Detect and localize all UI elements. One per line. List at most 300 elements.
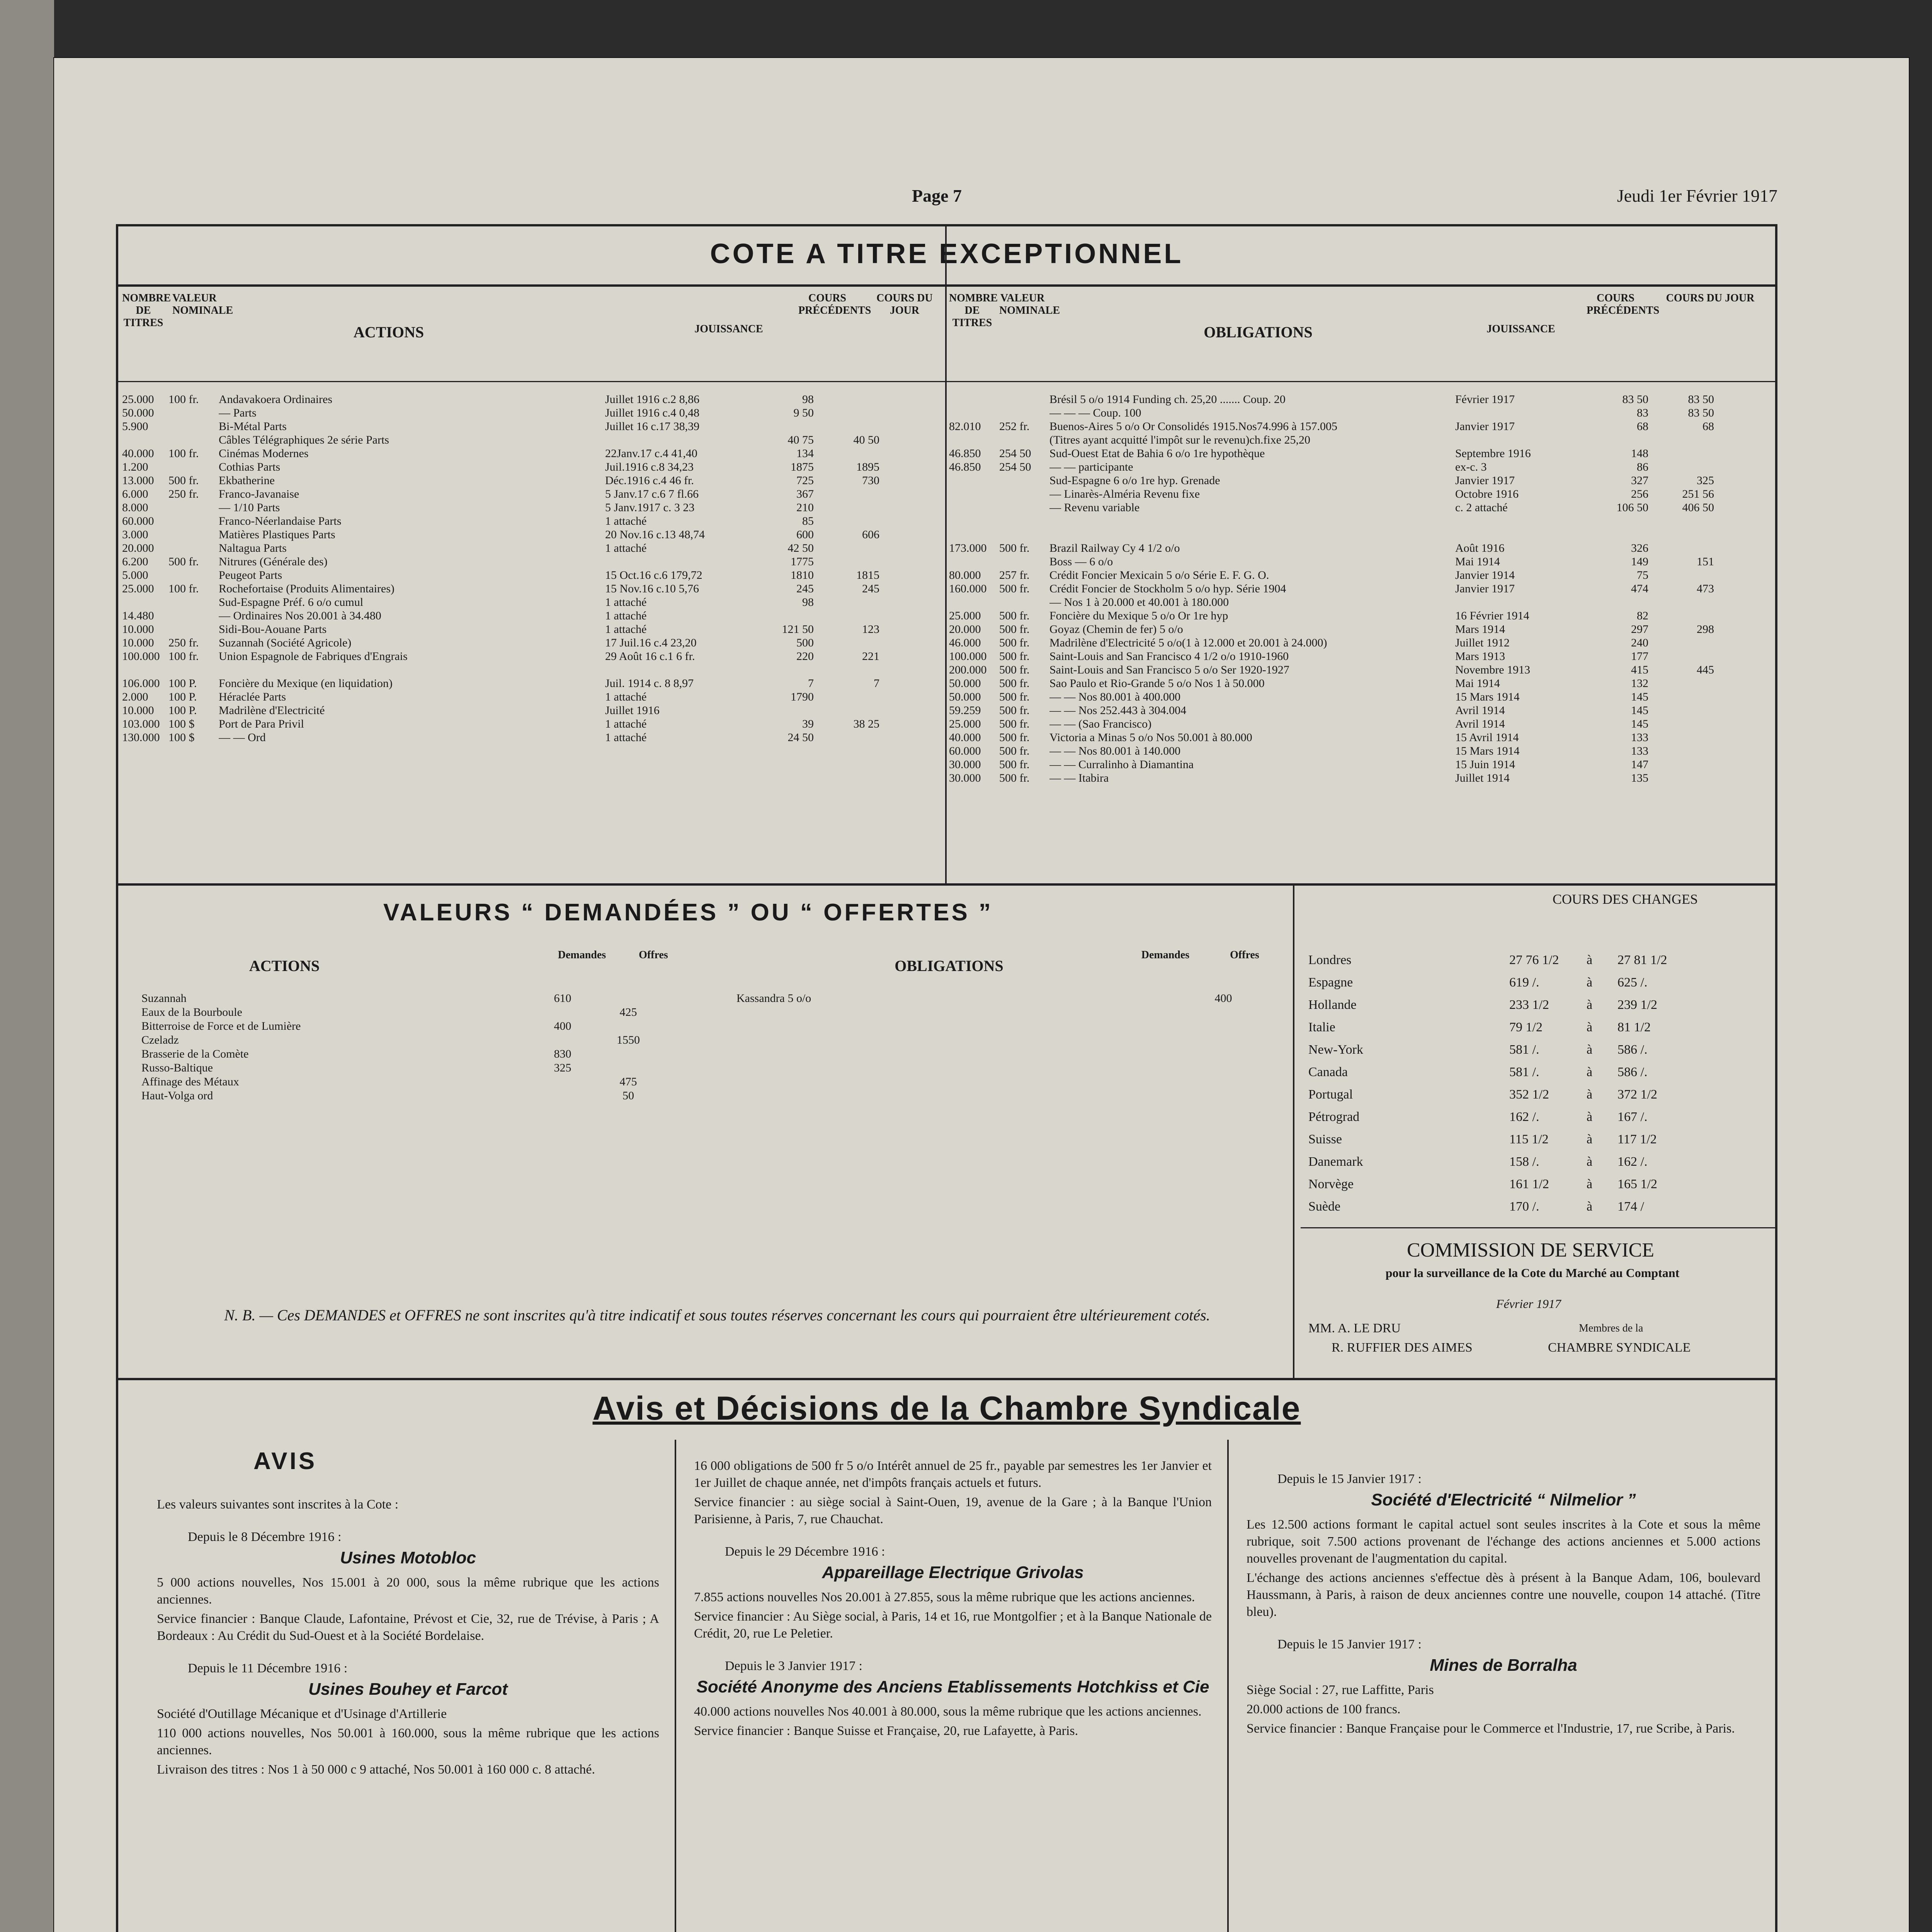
table-cell: 325	[1697, 474, 1714, 487]
table-cell	[1587, 514, 1648, 528]
table-cell: 68	[1702, 420, 1714, 433]
avis-title: Avis et Décisions de la Chambre Syndicale	[592, 1390, 1301, 1427]
rate-low: 79 1/2	[1509, 1020, 1543, 1034]
table-cell: 1 attaché	[605, 596, 647, 609]
currency: Londres	[1308, 953, 1352, 967]
change-row	[1308, 1173, 1695, 1196]
table-cell: 100.000	[122, 650, 160, 663]
table-cell: 10.000	[122, 704, 154, 717]
table-cell: 254 50	[999, 461, 1031, 473]
rate-sep: à	[1587, 953, 1593, 967]
table-cell: 8.000	[122, 501, 148, 514]
table-cell: Buenos-Aires 5 o/o Or Consolidés 1915.Nos74.996 à 157.005	[1049, 420, 1337, 433]
head-nombre: NOMBRE DE TITRES	[122, 292, 171, 329]
table-cell	[814, 501, 879, 514]
list-item	[141, 1019, 682, 1033]
avis-paragraph: Société Anonyme des Anciens Etablissements Hotchkiss et Cie	[696, 1677, 1209, 1696]
table-cell: 20 Nov.16 c.13 48,74	[605, 528, 705, 541]
table-cell: 725	[796, 474, 814, 487]
table-cell	[814, 420, 879, 433]
table-cell	[999, 406, 1049, 420]
table-cell: 20.000	[122, 542, 154, 554]
table-cell: 173.000	[949, 542, 987, 554]
actions-table	[122, 393, 941, 744]
table-row	[122, 433, 941, 447]
table-cell: Janvier 1917	[1455, 474, 1515, 487]
table-cell: 500 fr.	[999, 772, 1030, 784]
rate-low: 158 /.	[1509, 1155, 1539, 1169]
rate-high: 27 81 1/2	[1617, 953, 1667, 967]
rate-sep: à	[1587, 1087, 1593, 1102]
center-divider	[945, 226, 947, 883]
table-cell: 38 25	[853, 718, 879, 730]
table-row	[949, 541, 1772, 555]
table-cell: Mai 1914	[1455, 555, 1500, 568]
rule	[118, 284, 1775, 287]
table-cell: Foncière du Mexique (en liquidation)	[219, 677, 393, 690]
table-cell: 46.850	[949, 461, 981, 473]
table-cell	[168, 433, 219, 447]
table-cell: Cothias Parts	[219, 461, 281, 473]
table-cell	[605, 555, 748, 568]
table-cell	[999, 514, 1049, 528]
table-cell: c. 2 attaché	[1455, 501, 1508, 514]
rate-high: 167 /.	[1617, 1110, 1648, 1124]
table-cell: 5.900	[122, 420, 148, 433]
table-cell: 15 Mars 1914	[1455, 690, 1520, 703]
table-cell: 30.000	[949, 758, 981, 771]
table-cell	[1587, 528, 1648, 541]
table-cell: 1 attaché	[605, 515, 647, 527]
change-row	[1308, 1016, 1695, 1039]
rule	[118, 883, 1775, 886]
table-cell: 103.000	[122, 718, 160, 730]
table-cell	[814, 663, 879, 677]
table-cell	[999, 595, 1049, 609]
table-cell: 42 50	[787, 542, 814, 554]
avis-paragraph: Depuis le 29 Décembre 1916 :	[725, 1544, 885, 1559]
table-cell: 39	[802, 718, 814, 730]
page-frame	[116, 224, 1777, 1932]
table-cell: 240	[1631, 636, 1648, 649]
table-cell: 145	[1631, 704, 1648, 717]
table-cell: 83 50	[1688, 406, 1714, 419]
table-cell: 46.000	[949, 636, 981, 649]
table-cell: Cinémas Modernes	[219, 447, 309, 460]
rate-high: 239 1/2	[1617, 998, 1657, 1012]
table-cell	[1648, 690, 1714, 704]
table-cell: 15 Nov.16 c.10 5,76	[605, 582, 699, 595]
table-row	[122, 609, 941, 622]
table-cell	[1648, 528, 1714, 541]
currency: Pétrograd	[1308, 1110, 1360, 1124]
avis-paragraph: Service financier : au siège social à Saint-Ouen, 19, avenue de la Gare ; à la Banque l'Union Parisienne, à Paris, 7, rue Chauchat.	[694, 1495, 1212, 1526]
table-cell: 145	[1631, 690, 1648, 703]
table-row	[949, 744, 1772, 758]
table-cell	[168, 460, 219, 474]
page-number: Page 7	[912, 186, 962, 206]
table-cell: 75	[1637, 569, 1648, 582]
table-cell: 6.200	[122, 555, 148, 568]
rule	[1301, 1227, 1775, 1228]
table-row	[949, 677, 1772, 690]
table-cell	[1455, 514, 1587, 528]
table-cell: 473	[1697, 582, 1714, 595]
table-cell	[168, 568, 219, 582]
table-cell: Franco-Javanaise	[219, 488, 299, 500]
table-cell: 500 fr.	[999, 704, 1030, 717]
table-cell	[814, 555, 879, 568]
table-cell	[949, 433, 999, 447]
table-cell: 200.000	[949, 663, 987, 676]
table-cell: 25.000	[949, 718, 981, 730]
rate-sep: à	[1587, 998, 1593, 1012]
page-header	[116, 185, 1777, 209]
offres-head-obl: Offres	[1230, 949, 1259, 961]
table-cell: 82.010	[949, 420, 981, 433]
valeurs-obligations-list	[736, 992, 1277, 1005]
head-nombre-obl: NOMBRE DE TITRES	[949, 292, 998, 329]
table-cell: (Titres ayant acquitté l'impôt sur le revenu)ch.fixe 25,20	[1049, 434, 1310, 446]
demande-value: 400	[554, 1020, 571, 1032]
table-cell	[168, 541, 219, 555]
head-cours-prec: COURS PRÉCÉDENTS	[798, 292, 871, 316]
table-row	[122, 447, 941, 460]
table-cell: 134	[796, 447, 814, 460]
table-row	[949, 771, 1772, 785]
table-cell: Janvier 1917	[1455, 582, 1515, 595]
table-cell: 50.000	[949, 677, 981, 690]
valeurs-note: N. B. — Ces DEMANDES et OFFRES ne sont inscrites qu'à titre indicatif et sous toutes réserves concernant les cours qui pourraient être ultérieurement cotés.	[224, 1306, 1210, 1324]
table-cell: 40 50	[853, 434, 879, 446]
table-cell: 500 fr.	[999, 636, 1030, 649]
table-cell	[1648, 595, 1714, 609]
table-cell	[168, 609, 219, 622]
change-row	[1308, 1061, 1695, 1083]
avis-paragraph: Société d'Outillage Mécanique et d'Usinage d'Artillerie	[157, 1707, 447, 1721]
table-cell: 606	[862, 528, 879, 541]
table-cell	[999, 487, 1049, 501]
table-row	[122, 704, 941, 717]
demande-value: 325	[554, 1061, 571, 1074]
table-cell	[814, 636, 879, 650]
offre-value: 425	[619, 1006, 637, 1019]
table-cell: 132	[1631, 677, 1648, 690]
rate-low: 170 /.	[1509, 1199, 1539, 1214]
table-row	[122, 677, 941, 690]
table-cell: 85	[802, 515, 814, 527]
chambre-2: CHAMBRE SYNDICALE	[1548, 1340, 1691, 1355]
table-cell: 220	[796, 650, 814, 663]
table-cell: 40 75	[787, 434, 814, 446]
table-cell: Saint-Louis and San Francisco 5 o/o Ser 1920-1927	[1049, 663, 1289, 676]
table-cell: Goyaz (Chemin de fer) 5 o/o	[1049, 623, 1183, 636]
currency: Danemark	[1308, 1155, 1363, 1169]
offre-value	[597, 1047, 659, 1061]
table-cell: 406 50	[1682, 501, 1714, 514]
table-cell	[1648, 433, 1714, 447]
table-cell: — Nos 1 à 20.000 et 40.001 à 180.000	[1049, 596, 1229, 609]
table-cell: 82	[1637, 609, 1648, 622]
table-cell	[814, 704, 879, 717]
rate-high: 586 /.	[1617, 1043, 1648, 1057]
table-cell: — — Nos 80.001 à 400.000	[1049, 690, 1181, 703]
avis-column-2	[694, 1455, 1212, 1742]
table-cell: Juillet 1912	[1455, 636, 1510, 649]
table-cell: 256	[1631, 488, 1648, 500]
table-cell	[1455, 406, 1587, 420]
divider	[1227, 1440, 1229, 1932]
head-cours-prec-obl: COURS PRÉCÉDENTS	[1587, 292, 1660, 316]
table-cell	[122, 595, 168, 609]
table-row	[122, 582, 941, 595]
demande-value	[528, 1089, 597, 1103]
table-cell: Novembre 1913	[1455, 663, 1531, 676]
avis-paragraph: 20.000 actions de 100 francs.	[1247, 1702, 1401, 1716]
table-cell	[949, 474, 999, 487]
rate-high: 117 1/2	[1617, 1132, 1657, 1146]
demande-value	[1123, 992, 1192, 1005]
rate-low: 115 1/2	[1509, 1132, 1549, 1146]
table-cell	[999, 555, 1049, 568]
avis-paragraph: Société d'Electricité “ Nilmelior ”	[1371, 1490, 1636, 1509]
head-jouissance-obl: JOUISSANCE	[1486, 323, 1555, 335]
table-row	[122, 663, 941, 677]
table-cell: 367	[796, 488, 814, 500]
table-cell: Foncière du Mexique 5 o/o Or 1re hyp	[1049, 609, 1228, 622]
table-cell	[1648, 650, 1714, 663]
table-cell: 83 50	[1688, 393, 1714, 406]
table-cell	[168, 622, 219, 636]
table-cell: Mars 1914	[1455, 623, 1505, 636]
table-cell: — — Nos 252.443 à 304.004	[1049, 704, 1187, 717]
table-cell: 1895	[856, 461, 879, 473]
chambre-1: Membres de la	[1579, 1322, 1643, 1334]
offres-head: Offres	[639, 949, 668, 961]
table-cell: 22Janv.17 c.4 41,40	[605, 447, 697, 460]
table-cell	[1648, 677, 1714, 690]
table-row	[949, 555, 1772, 568]
table-cell: 500 fr.	[999, 718, 1030, 730]
table-cell	[949, 501, 999, 514]
currency: Canada	[1308, 1065, 1348, 1079]
table-row	[949, 514, 1772, 528]
avis-paragraph: Les 12.500 actions formant le capital actuel sont seules inscrites à la Cote et sous la même rubrique, soit 7.500 actions provenant de l'échange des actions anciennes et 5.000 actions nouvelles provenant de l'augmentation du capital.	[1247, 1517, 1760, 1566]
valeur-name: Kassandra 5 o/o	[736, 992, 811, 1005]
avis-paragraph: Depuis le 15 Janvier 1917 :	[1277, 1472, 1422, 1486]
table-cell: 251 56	[1682, 488, 1714, 500]
list-item	[141, 1089, 682, 1103]
table-cell: 3.000	[122, 528, 148, 541]
table-cell: 13.000	[122, 474, 154, 487]
table-row	[949, 393, 1772, 406]
table-cell: — — Curralinho à Diamantina	[1049, 758, 1194, 771]
table-cell: Janvier 1914	[1455, 569, 1515, 582]
table-cell: 100 $	[168, 731, 195, 744]
table-row	[122, 514, 941, 528]
table-cell	[1648, 758, 1714, 771]
table-cell	[999, 474, 1049, 487]
table-cell: Déc.1916 c.4 46 fr.	[605, 474, 694, 487]
table-row	[122, 650, 941, 663]
table-cell: — Parts	[219, 406, 257, 419]
table-cell	[605, 663, 748, 677]
table-row	[122, 406, 941, 420]
list-item	[141, 1005, 682, 1019]
table-cell: 500 fr.	[999, 582, 1030, 595]
table-cell: Nitrures (Générale des)	[219, 555, 328, 568]
commission-title: COMMISSION DE SERVICE	[1406, 1239, 1655, 1261]
table-row	[949, 595, 1772, 609]
table-cell: 1 attaché	[605, 731, 647, 744]
table-cell: Brazil Railway Cy 4 1/2 o/o	[1049, 542, 1180, 554]
rate-high: 372 1/2	[1617, 1087, 1657, 1102]
table-cell: Bi-Métal Parts	[219, 420, 287, 433]
valeur-name: Suzannah	[141, 992, 187, 1005]
table-cell: 135	[1631, 772, 1648, 784]
table-cell: 100 $	[168, 718, 195, 730]
table-cell	[168, 528, 219, 541]
obligations-table	[949, 393, 1772, 785]
table-cell: Franco-Néerlandaise Parts	[219, 515, 342, 527]
table-cell: 250 fr.	[168, 488, 199, 500]
table-row	[949, 447, 1772, 460]
avis-paragraph: 16 000 obligations de 500 fr 5 o/o Intérêt annuel de 25 fr., payable par semestres les 1er Janvier et 1er Juillet de chaque année, net d'impôts français actuels et futurs.	[694, 1459, 1212, 1490]
table-cell	[1648, 609, 1714, 622]
valeurs-title: VALEURS “ DEMANDÉES ” OU “ OFFERTES ”	[383, 899, 993, 926]
currency: Suède	[1308, 1199, 1341, 1214]
table-cell: 15 Oct.16 c.6 179,72	[605, 569, 702, 582]
table-cell: 83 50	[1622, 393, 1648, 406]
table-row	[949, 528, 1772, 541]
head-jouissance: JOUISSANCE	[694, 323, 763, 335]
table-cell: — Ordinaires Nos 20.001 à 34.480	[219, 609, 381, 622]
table-cell: 60.000	[949, 745, 981, 757]
demande-value: 830	[554, 1048, 571, 1060]
table-cell: 1 attaché	[605, 609, 647, 622]
table-cell	[168, 663, 219, 677]
table-cell: 98	[802, 596, 814, 609]
rate-low: 581 /.	[1509, 1065, 1539, 1079]
currency: Italie	[1308, 1020, 1335, 1034]
valeur-name: Haut-Volga ord	[141, 1089, 213, 1102]
binding-strip	[0, 0, 54, 1932]
table-cell: 298	[1697, 623, 1714, 636]
change-row	[1308, 971, 1695, 994]
table-cell	[1648, 771, 1714, 785]
table-cell: 98	[802, 393, 814, 406]
offre-value: 475	[619, 1075, 637, 1088]
table-row	[122, 487, 941, 501]
table-cell: — Linarès-Alméria Revenu fixe	[1049, 488, 1200, 500]
table-row	[122, 731, 941, 744]
table-cell: 600	[796, 528, 814, 541]
table-cell: 326	[1631, 542, 1648, 554]
changes-table	[1308, 949, 1695, 1218]
currency: Hollande	[1308, 998, 1357, 1012]
table-cell	[1648, 704, 1714, 717]
table-cell	[1648, 447, 1714, 460]
table-cell	[1648, 636, 1714, 650]
avis-paragraph: Livraison des titres : Nos 1 à 50 000 c 9 attaché, Nos 50.001 à 160 000 c. 8 attaché.	[157, 1762, 595, 1777]
avis-paragraph: 7.855 actions nouvelles Nos 20.001 à 27.855, sous la même rubrique que les actions anciennes.	[694, 1590, 1195, 1604]
table-cell: Andavakoera Ordinaires	[219, 393, 333, 406]
table-cell: Héraclée Parts	[219, 690, 286, 703]
table-row	[122, 420, 941, 433]
table-cell: 7	[808, 677, 814, 690]
table-cell: 15 Avril 1914	[1455, 731, 1519, 744]
avis-paragraph: 40.000 actions nouvelles Nos 40.001 à 80.000, sous la même rubrique que les actions anciennes.	[694, 1704, 1202, 1719]
table-cell: 68	[1637, 420, 1648, 433]
table-cell: Crédit Foncier de Stockholm 5 o/o hyp. Série 1904	[1049, 582, 1286, 595]
demande-value: 610	[554, 992, 571, 1005]
currency: Portugal	[1308, 1087, 1353, 1102]
table-cell: 500 fr.	[999, 650, 1030, 663]
rate-sep: à	[1587, 1043, 1593, 1057]
list-item	[141, 1075, 682, 1089]
valeur-name: Czeladz	[141, 1034, 179, 1046]
demande-value	[528, 1033, 597, 1047]
table-cell: Madrilène d'Electricité 5 o/o(1 à 12.000 et 20.001 à 24.000)	[1049, 636, 1327, 649]
member-1: MM. A. LE DRU	[1308, 1321, 1401, 1335]
member-2: R. RUFFIER DES AIMES	[1332, 1340, 1473, 1355]
table-row	[122, 636, 941, 650]
table-cell	[1455, 595, 1587, 609]
table-cell: 50.000	[122, 406, 154, 419]
table-cell: 250 fr.	[168, 636, 199, 649]
table-row	[949, 717, 1772, 731]
offre-value: 50	[622, 1089, 634, 1102]
avis-paragraph: Service financier : Banque Française pour le Commerce et l'Industrie, 17, rue Scribe, à Paris.	[1247, 1721, 1735, 1736]
table-cell	[1648, 744, 1714, 758]
rate-sep: à	[1587, 1132, 1593, 1146]
rule	[118, 1378, 1775, 1380]
rate-high: 174 /	[1617, 1199, 1644, 1214]
table-row	[949, 433, 1772, 447]
rate-low: 161 1/2	[1509, 1177, 1549, 1191]
table-cell: 500	[796, 636, 814, 649]
table-cell: 100 fr.	[168, 582, 199, 595]
table-cell: 133	[1631, 745, 1648, 757]
divider	[1293, 883, 1294, 1378]
divider	[675, 1440, 676, 1932]
table-cell: 20.000	[949, 623, 981, 636]
avis-paragraph: 5 000 actions nouvelles, Nos 15.001 à 20 000, sous la même rubrique que les actions anciennes.	[157, 1575, 659, 1607]
table-row	[122, 717, 941, 731]
table-cell	[814, 393, 879, 406]
head-actions: ACTIONS	[353, 323, 424, 341]
head-obligations: OBLIGATIONS	[1204, 323, 1313, 341]
table-row	[122, 690, 941, 704]
table-cell: 1 attaché	[605, 542, 647, 554]
rate-sep: à	[1587, 1020, 1593, 1034]
avis-paragraph: Siège Social : 27, rue Laffitte, Paris	[1247, 1683, 1434, 1697]
table-cell: 29 Août 16 c.1 6 fr.	[605, 650, 695, 663]
avis-paragraph: Usines Bouhey et Farcot	[308, 1680, 508, 1699]
table-cell: 10.000	[122, 636, 154, 649]
cote-title: COTE A TITRE EXCEPTIONNEL	[710, 238, 1184, 269]
table-cell: Juillet 16 c.17 38,39	[605, 420, 700, 433]
rate-low: 619 /.	[1509, 975, 1539, 990]
table-cell: 1 attaché	[605, 690, 647, 703]
table-cell: Madrilène d'Electricité	[219, 704, 325, 717]
avis-paragraph: Service financier : Banque Claude, Lafontaine, Prévost et Cie, 32, rue de Trévise, à Paris ; A Bordeaux : Au Crédit du Sud-Ouest et à la Société Bordelaise.	[157, 1612, 659, 1643]
table-cell: 252 fr.	[999, 420, 1030, 433]
table-cell: 221	[862, 650, 879, 663]
table-cell: 106.000	[122, 677, 160, 690]
valeur-name: Brasserie de la Comète	[141, 1048, 249, 1060]
table-cell: 500 fr.	[168, 555, 199, 568]
